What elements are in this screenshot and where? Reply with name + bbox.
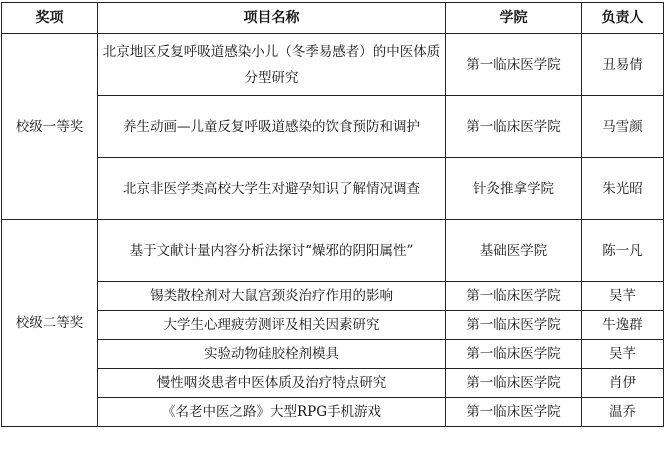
leader-name: 牛逸群	[582, 311, 664, 340]
college-name: 第一临床医学院	[446, 369, 582, 398]
table-row	[2, 369, 664, 398]
project-name: 慢性咽炎患者中医体质及治疗特点研究	[98, 369, 446, 398]
project-name: 实验动物硅胶栓剂模具	[98, 340, 446, 369]
awards-table	[1, 2, 664, 427]
leader-name: 肖伊	[582, 369, 664, 398]
header-row	[2, 3, 664, 34]
table-row	[2, 96, 664, 158]
college-name: 基础医学院	[446, 220, 582, 282]
project-name: 北京非医学类高校大学生对避孕知识了解情况调查	[98, 158, 446, 220]
leader-name: 马雪颜	[582, 96, 664, 158]
leader-name: 吴芊	[582, 340, 664, 369]
leader-name: 朱光昭	[582, 158, 664, 220]
college-name: 第一临床医学院	[446, 311, 582, 340]
table-row	[2, 311, 664, 340]
leader-name: 丑易倩	[582, 34, 664, 96]
leader-name: 陈一凡	[582, 220, 664, 282]
table-row	[2, 282, 664, 311]
project-name: 锡类散栓剂对大鼠宫颈炎治疗作用的影响	[98, 282, 446, 311]
college-name: 第一临床医学院	[446, 96, 582, 158]
college-name: 第一临床医学院	[446, 398, 582, 427]
project-name: 大学生心理疲劳测评及相关因素研究	[98, 311, 446, 340]
project-name: 《名老中医之路》大型RPG手机游戏	[98, 398, 446, 427]
award-cell: 校级二等奖	[2, 220, 98, 427]
college-name: 第一临床医学院	[446, 340, 582, 369]
college-name: 第一临床医学院	[446, 34, 582, 96]
leader-name: 温乔	[582, 398, 664, 427]
college-name: 针灸推拿学院	[446, 158, 582, 220]
project-name: 养生动画—儿童反复呼吸道感染的饮食预防和调护	[98, 96, 446, 158]
project-name: 基于文献计量内容分析法探讨“燥邪的阴阳属性”	[98, 220, 446, 282]
table-row	[2, 34, 664, 96]
table-row	[2, 158, 664, 220]
leader-name: 吴芊	[582, 282, 664, 311]
table-row	[2, 340, 664, 369]
header-leader: 负责人	[582, 3, 664, 34]
table-row	[2, 220, 664, 282]
header-award: 奖项	[2, 3, 98, 34]
header-project: 项目名称	[98, 3, 446, 34]
project-name: 北京地区反复呼吸道感染小儿（冬季易感者）的中医体质分型研究	[98, 34, 446, 96]
table-row	[2, 398, 664, 427]
college-name: 第一临床医学院	[446, 282, 582, 311]
award-cell: 校级一等奖	[2, 34, 98, 220]
header-college: 学院	[446, 3, 582, 34]
